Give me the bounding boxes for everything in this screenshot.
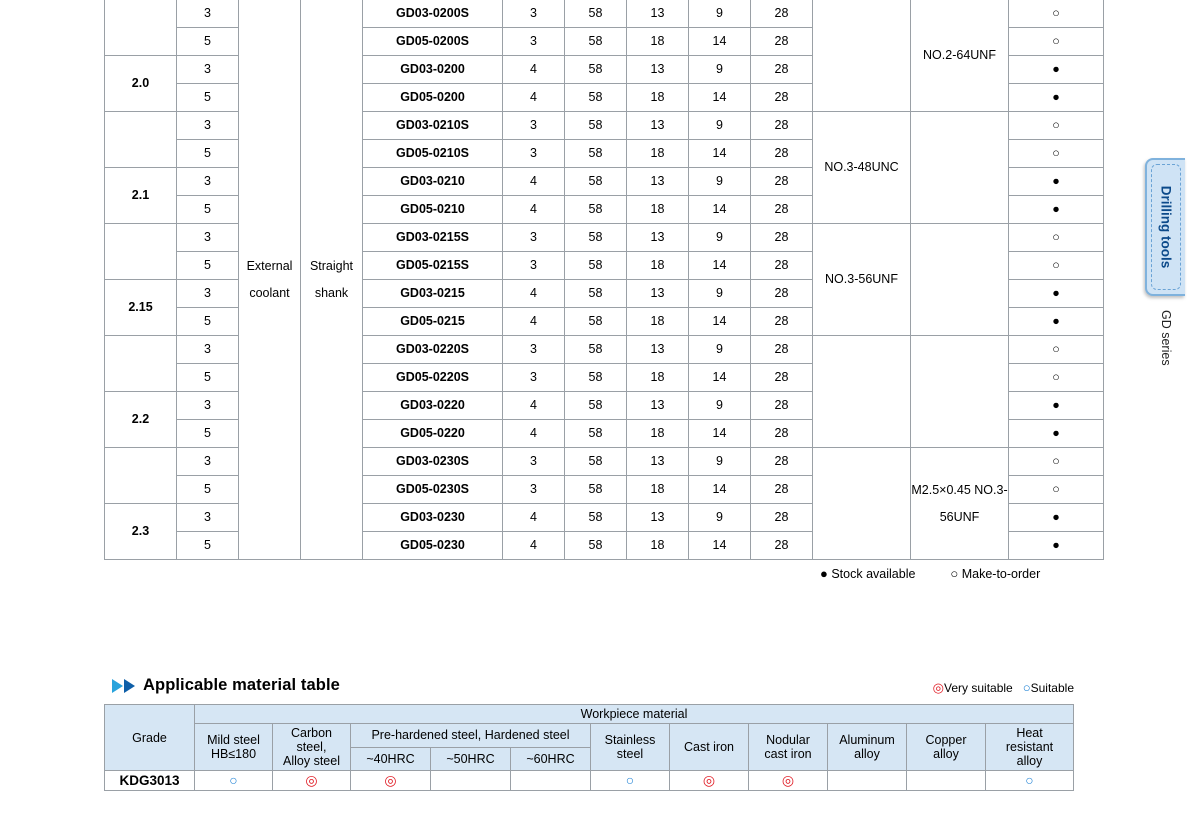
- cell-l1: 18: [627, 252, 689, 280]
- stock-label: Stock available: [831, 567, 916, 581]
- cell-flutes: 3: [177, 168, 239, 196]
- cell-flutes: 5: [177, 308, 239, 336]
- cell-flutes: 5: [177, 476, 239, 504]
- cell-code: GD03-0200: [363, 56, 503, 84]
- cell-l1: 13: [627, 168, 689, 196]
- header-grade: Grade: [105, 705, 195, 771]
- cell-stock: ●: [1009, 504, 1104, 532]
- cell-d: 3: [503, 224, 565, 252]
- cell-grade-name: KDG3013: [105, 771, 195, 791]
- coolant-label: External coolant: [246, 258, 293, 300]
- cell-l1: 13: [627, 224, 689, 252]
- cell-l: 58: [565, 420, 627, 448]
- cell-l1: 18: [627, 420, 689, 448]
- cell-stock: ○: [1009, 476, 1104, 504]
- header-prehardened: Pre-hardened steel, Hardened steel: [351, 724, 591, 748]
- cell-code: GD05-0200S: [363, 28, 503, 56]
- cell-flutes: 3: [177, 448, 239, 476]
- header-stainless-steel: [591, 724, 670, 771]
- cell-flutes: 3: [177, 112, 239, 140]
- header-hrc50: ~50HRC: [431, 747, 511, 771]
- header-carbon-line2: Alloy steel: [283, 754, 340, 768]
- cell-d: 4: [503, 280, 565, 308]
- cell-d: 4: [503, 84, 565, 112]
- table-row-header-1: [105, 705, 1074, 724]
- cell-dd: 28: [751, 56, 813, 84]
- cell-rating: [591, 771, 670, 791]
- cell-stock: ○: [1009, 448, 1104, 476]
- cell-stock: ●: [1009, 532, 1104, 560]
- header-hrc60: ~60HRC: [511, 747, 591, 771]
- cell-code: GD05-0220S: [363, 364, 503, 392]
- cell-code: GD03-0220S: [363, 336, 503, 364]
- cell-diameter: [105, 0, 177, 56]
- cell-rating: [195, 771, 273, 791]
- cell-stock: ●: [1009, 392, 1104, 420]
- cell-l: 58: [565, 476, 627, 504]
- header-copper-line2: alloy: [933, 747, 959, 761]
- suitable-symbol: ○: [1022, 680, 1031, 695]
- cell-l2: 14: [689, 28, 751, 56]
- table-row: [105, 771, 1074, 791]
- cell-rating: [828, 771, 907, 791]
- cell-code: GD05-0215: [363, 308, 503, 336]
- cell-stock: ○: [1009, 364, 1104, 392]
- header-workpiece-material: Workpiece material: [195, 705, 1074, 724]
- cell-l1: 18: [627, 140, 689, 168]
- cell-shank: [301, 0, 363, 560]
- cell-d: 4: [503, 168, 565, 196]
- cell-l2: 9: [689, 504, 751, 532]
- applicable-material-table: [104, 704, 1074, 791]
- cell-dd: 28: [751, 392, 813, 420]
- cell-dd: 28: [751, 28, 813, 56]
- specification-table: [104, 0, 1104, 560]
- rating-symbol: ○: [625, 772, 635, 788]
- cell-flutes: 5: [177, 140, 239, 168]
- cell-rating: [749, 771, 828, 791]
- cell-l1: 13: [627, 448, 689, 476]
- cell-thread1: [813, 336, 911, 448]
- header-mild-steel-line1: Mild steel: [207, 733, 260, 747]
- cell-dd: 28: [751, 112, 813, 140]
- cell-code: GD03-0215: [363, 280, 503, 308]
- cell-code: GD05-0210: [363, 196, 503, 224]
- cell-l: 58: [565, 448, 627, 476]
- header-mild-steel-line2: HB≤180: [210, 747, 257, 761]
- header-heat-line3: alloy: [1016, 754, 1043, 768]
- cell-dd: 28: [751, 420, 813, 448]
- cell-l1: 18: [627, 308, 689, 336]
- cell-dd: 28: [751, 532, 813, 560]
- cell-l1: 18: [627, 28, 689, 56]
- cell-d: 3: [503, 476, 565, 504]
- cell-l: 58: [565, 0, 627, 28]
- cell-thread2: M2.5×0.45 NO.3-56UNF: [911, 448, 1009, 560]
- cell-l1: 13: [627, 112, 689, 140]
- cell-diameter: 2.1: [105, 168, 177, 224]
- header-carbon-line1: Carbon steel,: [291, 726, 332, 754]
- triangle-icon-1: [112, 679, 123, 693]
- cell-stock: ○: [1009, 112, 1104, 140]
- cell-l2: 14: [689, 420, 751, 448]
- rating-symbol: ○: [1025, 772, 1034, 788]
- cell-l: 58: [565, 504, 627, 532]
- cell-l: 58: [565, 280, 627, 308]
- cell-diameter: 2.3: [105, 504, 177, 560]
- shank-label: Straight shank: [309, 258, 354, 300]
- cell-l1: 18: [627, 196, 689, 224]
- cell-l: 58: [565, 112, 627, 140]
- header-nodular-cast-iron: [749, 724, 828, 771]
- cell-dd: 28: [751, 224, 813, 252]
- cell-d: 3: [503, 448, 565, 476]
- cell-dd: 28: [751, 308, 813, 336]
- specification-table-body: [105, 0, 1104, 560]
- cell-l1: 13: [627, 392, 689, 420]
- cell-stock: ○: [1009, 252, 1104, 280]
- cell-l2: 14: [689, 476, 751, 504]
- cell-thread1: [813, 448, 911, 560]
- cell-l: 58: [565, 336, 627, 364]
- cell-dd: 28: [751, 168, 813, 196]
- cell-dd: 28: [751, 252, 813, 280]
- cell-stock: ○: [1009, 0, 1104, 28]
- cell-diameter: 2.2: [105, 392, 177, 448]
- cell-l: 58: [565, 140, 627, 168]
- cell-thread1: NO.3-56UNF: [813, 224, 911, 336]
- cell-d: 4: [503, 56, 565, 84]
- cell-thread1: [813, 0, 911, 112]
- cell-diameter: [105, 448, 177, 504]
- cell-l2: 14: [689, 308, 751, 336]
- cell-l2: 14: [689, 532, 751, 560]
- stock-symbol: ●: [820, 566, 828, 581]
- section-title: Applicable material table: [143, 676, 340, 694]
- cell-flutes: 3: [177, 0, 239, 28]
- cell-l2: 14: [689, 252, 751, 280]
- cell-stock: ●: [1009, 280, 1104, 308]
- material-table-container: [104, 704, 1073, 791]
- header-cast-iron: Cast iron: [670, 724, 749, 771]
- header-aluminum-line2: alloy: [854, 747, 880, 761]
- table-row-header-2: [105, 724, 1074, 748]
- cell-stock: ○: [1009, 336, 1104, 364]
- cell-l2: 14: [689, 140, 751, 168]
- cell-flutes: 5: [177, 420, 239, 448]
- side-series-label: GD series: [1159, 310, 1173, 366]
- cell-code: GD05-0220: [363, 420, 503, 448]
- cell-l2: 9: [689, 112, 751, 140]
- cell-l: 58: [565, 84, 627, 112]
- cell-dd: 28: [751, 364, 813, 392]
- header-heat-resistant-alloy: [986, 724, 1074, 771]
- cell-l2: 9: [689, 336, 751, 364]
- stock-legend: [820, 566, 1040, 581]
- cell-l: 58: [565, 308, 627, 336]
- cell-flutes: 5: [177, 364, 239, 392]
- cell-diameter: 2.15: [105, 280, 177, 336]
- cell-l: 58: [565, 364, 627, 392]
- cell-l1: 13: [627, 336, 689, 364]
- cell-dd: 28: [751, 504, 813, 532]
- triangle-icon-2: [124, 679, 135, 693]
- rating-symbol: ◎: [384, 772, 397, 788]
- cell-thread2: NO.2-64UNF: [911, 0, 1009, 112]
- cell-stock: ●: [1009, 84, 1104, 112]
- make-to-order-label: Make-to-order: [961, 567, 1041, 581]
- make-to-order-symbol: ○: [950, 566, 959, 581]
- cell-l2: 9: [689, 56, 751, 84]
- header-mild-steel: [195, 724, 273, 771]
- header-carbon-steel: [273, 724, 351, 771]
- cell-dd: 28: [751, 0, 813, 28]
- cell-flutes: 3: [177, 56, 239, 84]
- cell-d: 3: [503, 28, 565, 56]
- rating-symbol: ○: [229, 772, 238, 788]
- header-heat-line2: resistant: [1005, 740, 1054, 754]
- specification-table-container: [104, 0, 1073, 560]
- cell-rating: [986, 771, 1074, 791]
- applicable-material-heading: [112, 676, 340, 695]
- cell-thread2: [911, 224, 1009, 336]
- cell-stock: ●: [1009, 196, 1104, 224]
- cell-code: GD03-0215S: [363, 224, 503, 252]
- cell-rating: [273, 771, 351, 791]
- cell-flutes: 3: [177, 280, 239, 308]
- cell-l2: 9: [689, 168, 751, 196]
- cell-flutes: 3: [177, 224, 239, 252]
- cell-l2: 9: [689, 0, 751, 28]
- side-tab-drilling-tools[interactable]: [1145, 158, 1185, 296]
- very-suitable-label: Very suitable: [944, 681, 1013, 695]
- cell-dd: 28: [751, 140, 813, 168]
- side-tab-label: Drilling tools: [1158, 185, 1174, 269]
- cell-dd: 28: [751, 336, 813, 364]
- cell-l2: 14: [689, 84, 751, 112]
- cell-flutes: 3: [177, 336, 239, 364]
- cell-stock: ○: [1009, 28, 1104, 56]
- cell-l: 58: [565, 532, 627, 560]
- cell-coolant: [239, 0, 301, 560]
- cell-l1: 18: [627, 364, 689, 392]
- cell-diameter: [105, 224, 177, 280]
- cell-code: GD03-0210: [363, 168, 503, 196]
- double-arrow-icon: [112, 679, 135, 693]
- rating-symbol: ◎: [781, 772, 795, 788]
- header-hrc40: ~40HRC: [351, 747, 431, 771]
- cell-l1: 13: [627, 504, 689, 532]
- cell-stock: ●: [1009, 56, 1104, 84]
- header-nodular-line2: cast iron: [764, 747, 812, 761]
- cell-d: 4: [503, 532, 565, 560]
- cell-code: GD03-0230: [363, 504, 503, 532]
- cell-d: 3: [503, 0, 565, 28]
- material-table-body: [105, 705, 1074, 791]
- very-suitable-symbol: ◎: [932, 680, 945, 695]
- cell-d: 4: [503, 420, 565, 448]
- cell-l: 58: [565, 56, 627, 84]
- header-stainless-line1: Stainless: [604, 733, 656, 747]
- cell-code: GD03-0200S: [363, 0, 503, 28]
- cell-flutes: 3: [177, 504, 239, 532]
- cell-d: 4: [503, 308, 565, 336]
- cell-dd: 28: [751, 196, 813, 224]
- cell-l2: 9: [689, 392, 751, 420]
- cell-d: 4: [503, 392, 565, 420]
- cell-dd: 28: [751, 476, 813, 504]
- header-nodular-line1: Nodular: [766, 733, 810, 747]
- cell-d: 3: [503, 252, 565, 280]
- cell-code: GD05-0230S: [363, 476, 503, 504]
- cell-flutes: 5: [177, 196, 239, 224]
- cell-rating: [670, 771, 749, 791]
- cell-code: GD05-0200: [363, 84, 503, 112]
- cell-thread1: NO.3-48UNC: [813, 112, 911, 224]
- cell-l: 58: [565, 392, 627, 420]
- cell-stock: ●: [1009, 168, 1104, 196]
- cell-diameter: [105, 336, 177, 392]
- cell-flutes: 5: [177, 28, 239, 56]
- cell-d: 3: [503, 112, 565, 140]
- cell-l1: 18: [627, 476, 689, 504]
- header-copper-line1: Copper: [925, 733, 967, 747]
- cell-l2: 9: [689, 224, 751, 252]
- material-legend: [933, 680, 1074, 696]
- cell-stock: ○: [1009, 140, 1104, 168]
- cell-thread2: [911, 112, 1009, 224]
- cell-rating: [511, 771, 591, 791]
- cell-stock: ●: [1009, 308, 1104, 336]
- cell-l1: 13: [627, 0, 689, 28]
- header-copper-alloy: [907, 724, 986, 771]
- cell-diameter: [105, 112, 177, 168]
- cell-d: 3: [503, 140, 565, 168]
- cell-dd: 28: [751, 84, 813, 112]
- cell-diameter: 2.0: [105, 56, 177, 112]
- cell-code: GD03-0230S: [363, 448, 503, 476]
- cell-d: 4: [503, 504, 565, 532]
- cell-l: 58: [565, 196, 627, 224]
- cell-thread2: [911, 336, 1009, 448]
- rating-symbol: ◎: [702, 772, 716, 788]
- cell-d: 4: [503, 196, 565, 224]
- cell-l1: 13: [627, 280, 689, 308]
- cell-flutes: 3: [177, 392, 239, 420]
- cell-d: 3: [503, 364, 565, 392]
- header-aluminum-line1: Aluminum: [839, 733, 895, 747]
- cell-l1: 18: [627, 532, 689, 560]
- cell-l2: 9: [689, 448, 751, 476]
- cell-code: GD03-0220: [363, 392, 503, 420]
- header-stainless-line2: steel: [616, 747, 644, 761]
- header-heat-line1: Heat: [1016, 726, 1043, 740]
- cell-flutes: 5: [177, 532, 239, 560]
- suitable-label: Suitable: [1030, 681, 1074, 695]
- cell-l: 58: [565, 224, 627, 252]
- cell-flutes: 5: [177, 84, 239, 112]
- cell-l: 58: [565, 252, 627, 280]
- header-aluminum-alloy: [828, 724, 907, 771]
- cell-l1: 13: [627, 56, 689, 84]
- rating-symbol: ◎: [305, 772, 318, 788]
- cell-rating: [351, 771, 431, 791]
- cell-stock: ●: [1009, 420, 1104, 448]
- cell-dd: 28: [751, 280, 813, 308]
- cell-code: GD05-0215S: [363, 252, 503, 280]
- cell-l2: 14: [689, 364, 751, 392]
- cell-l2: 9: [689, 280, 751, 308]
- cell-flutes: 5: [177, 252, 239, 280]
- cell-dd: 28: [751, 448, 813, 476]
- cell-l: 58: [565, 28, 627, 56]
- cell-code: GD05-0230: [363, 532, 503, 560]
- cell-stock: ○: [1009, 224, 1104, 252]
- cell-l1: 18: [627, 84, 689, 112]
- cell-d: 3: [503, 336, 565, 364]
- cell-code: GD03-0210S: [363, 112, 503, 140]
- cell-code: GD05-0210S: [363, 140, 503, 168]
- cell-l2: 14: [689, 196, 751, 224]
- cell-l: 58: [565, 168, 627, 196]
- cell-rating: [431, 771, 511, 791]
- cell-rating: [907, 771, 986, 791]
- table-row: [105, 0, 1104, 28]
